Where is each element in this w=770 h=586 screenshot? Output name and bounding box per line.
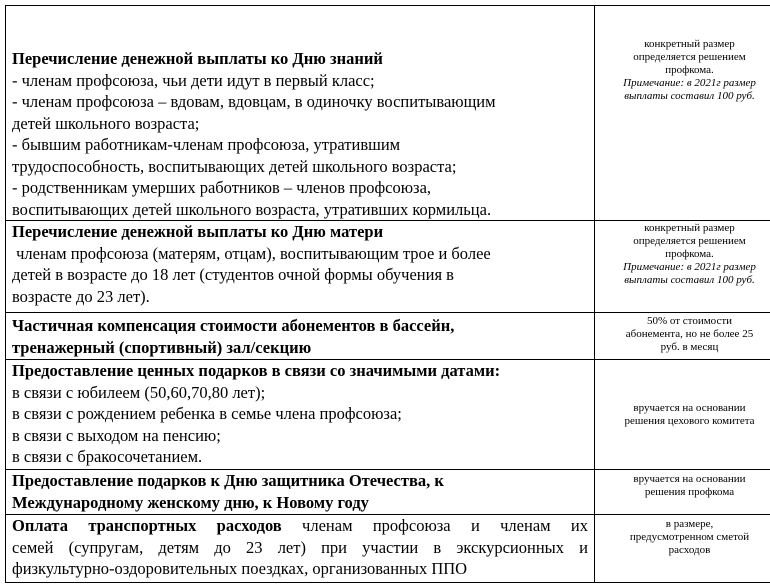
row-title: Предоставление ценных подарков в связи со значимыми датами:	[12, 361, 501, 380]
row-text-line: в связи с бракосочетанием.	[12, 447, 203, 466]
table-cell-description	[6, 221, 595, 313]
row-text-line: возрасте до 23 лет).	[12, 286, 150, 306]
amount-text: решения цехового комитета	[624, 414, 755, 427]
amount-text: решения профкома	[644, 486, 735, 498]
table-row	[6, 360, 770, 470]
row-title: тренажерный (спортивный) зал/секцию	[12, 337, 312, 357]
table-cell-description	[6, 313, 595, 360]
row-text-line: в связи с выходом на пенсию;	[12, 425, 221, 445]
amount-text: вручается на основании	[633, 473, 746, 485]
amount-text: абонемента, но не более 25	[625, 328, 754, 340]
amount-note: Примечание: в 2021г размер	[623, 261, 756, 273]
table-cell-description	[6, 470, 595, 515]
amount-text: в размере,	[665, 518, 714, 530]
amount-text: определяется решением	[633, 51, 746, 63]
row-text-line: детей школьного возраста;	[12, 113, 200, 133]
table-cell-description	[6, 6, 595, 221]
row-title: Международному женскому дню, к Новому году	[12, 492, 369, 512]
amount-note: выплаты составил 100 руб.	[624, 90, 755, 102]
row-text-line: - бывшим работникам-членам профсоюза, утратившим	[12, 135, 401, 154]
table-row	[6, 221, 770, 313]
table-row	[6, 515, 770, 583]
amount-text: расходов	[668, 544, 711, 556]
amount-text: вручается на основании	[633, 401, 746, 414]
amount-text: руб. в месяц	[660, 341, 719, 353]
amount-note: выплаты составил 100 руб.	[624, 274, 755, 286]
row-text-line	[12, 515, 588, 537]
row-text-line: физкультурно-оздоровительных поездках, организованных ППО	[12, 559, 468, 578]
amount-note: Примечание: в 2021г размер	[623, 77, 756, 89]
table-cell-amount	[595, 360, 770, 470]
amount-text: конкретный размер	[644, 222, 735, 234]
table-row	[6, 6, 770, 221]
table-row	[6, 470, 770, 515]
table-cell-amount	[595, 470, 770, 515]
table-cell-amount	[595, 313, 770, 360]
table-cell-amount	[595, 515, 770, 583]
row-text-line: семей (супругам, детям до 23 лет) при участии в экскурсионных и	[12, 537, 588, 557]
amount-text: конкретный размер	[644, 38, 735, 50]
amount-text: определяется решением	[633, 235, 746, 247]
amount-text: профкома.	[665, 248, 714, 260]
row-text-line: - членам профсоюза – вдовам, вдовцам, в одиночку воспитывающим	[12, 92, 496, 111]
row-title: Предоставление подарков к Дню защитника Отечества, к	[12, 471, 444, 490]
table-cell-description	[6, 515, 595, 583]
row-text-line: трудоспособность, воспитывающих детей школьного возраста;	[12, 156, 457, 176]
row-title: Перечисление денежной выплаты ко Дню матери	[12, 222, 384, 241]
amount-text: предусмотренном сметой	[629, 531, 750, 543]
row-title: Оплата транспортных расходов	[12, 516, 282, 535]
amount-text: 50% от стоимости	[646, 315, 733, 327]
table-cell-amount	[595, 6, 770, 221]
row-text-line: воспитывающих детей школьного возраста, утративших кормильца.	[12, 199, 492, 219]
row-text-line: - членам профсоюза, чьи дети идут в первый класс;	[12, 70, 375, 90]
row-title-tail: членам профсоюза и членам их	[281, 516, 589, 535]
table-cell-description	[6, 360, 595, 470]
row-text-line: - родственникам умерших работников – членов профсоюза,	[12, 178, 432, 197]
table-row	[6, 313, 770, 360]
row-title: Частичная компенсация стоимости абонементов в бассейн,	[12, 316, 455, 335]
benefits-table	[5, 5, 770, 583]
row-text-line: в связи с юбилеем (50,60,70,80 лет);	[12, 382, 266, 402]
row-title: Перечисление денежной выплаты ко Дню знаний	[12, 49, 383, 68]
amount-text: профкома.	[665, 64, 714, 76]
row-text-line: членам профсоюза (матерям, отцам), воспитывающим трое и более	[12, 243, 491, 263]
row-text-line: детей в возрасте до 18 лет (студентов очной формы обучения в	[12, 265, 454, 284]
table-cell-amount	[595, 221, 770, 313]
row-text-line: в связи с рождением ребенка в семье члена профсоюза;	[12, 404, 402, 423]
